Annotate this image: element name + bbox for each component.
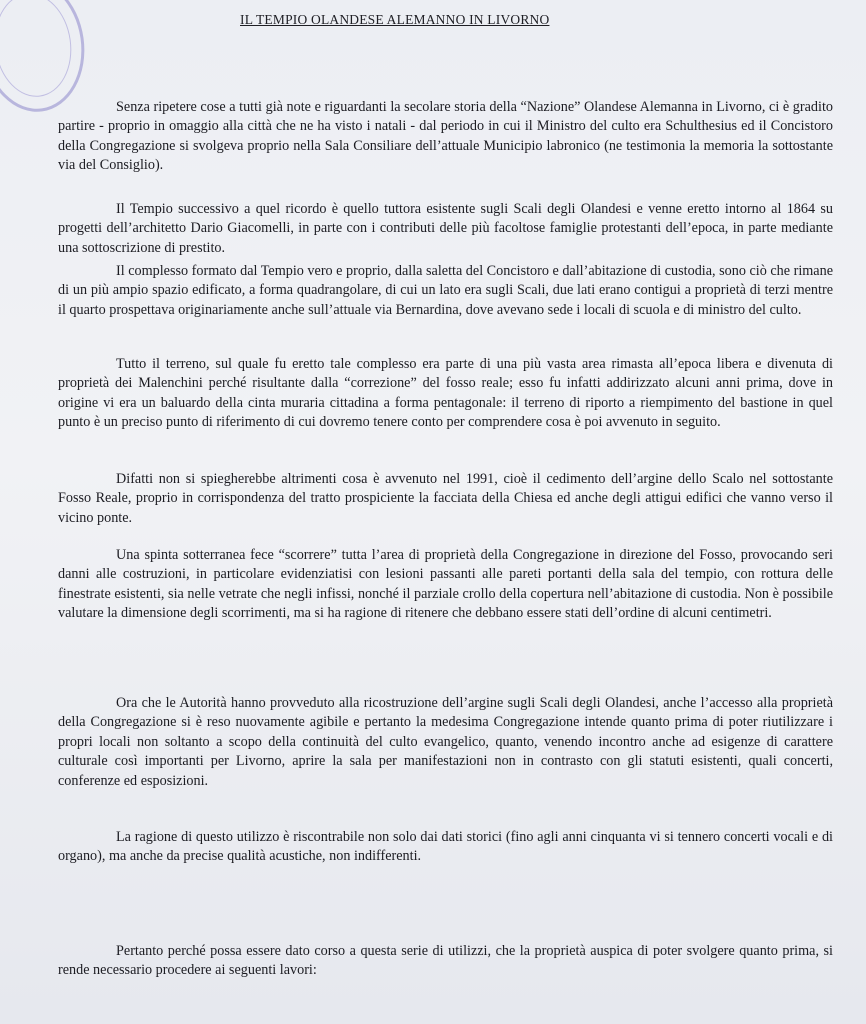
paragraph-ragione: La ragione di questo utilizzo è riscontrabile non solo dai dati storici (fino agli anni cinquanta vi si tennero concerti vocali e di organo), ma anche da precise qualità acustiche, non indifferenti. <box>58 829 833 865</box>
paragraph-complesso: Il complesso formato dal Tempio vero e proprio, dalla saletta del Concistoro e dall’abitazione di custodia, sono ciò che rimane di un più ampio spazio edificato, a forma quadrangolare, di cui un lato era sugli Scali, due lati erano contigui a proprietà di terzi mentre il quarto prospettava originariamente anche sull’attuale via Bernardina, dove avevano sede i locali di scuola e di ministro del culto. <box>58 263 833 318</box>
paragraph-tempio: Il Tempio successivo a quel ricordo è quello tuttora esistente sugli Scali degli Olandesi e venne eretto intorno al 1864 su progetti dell’architetto Dario Giacomelli, in parte con i contributi delle più facoltose famiglie protestanti dell’epoca, in parte mediante una sottoscrizione di prestito. <box>58 201 833 256</box>
document-title: IL TEMPIO OLANDESE ALEMANNO IN LIVORNO <box>240 12 550 27</box>
paragraph-autorita: Ora che le Autorità hanno provveduto alla ricostruzione dell’argine sugli Scali degli Olandesi, anche l’accesso alla proprietà della Congregazione si è reso nuovamente agibile e pertanto la medesima Congregazione intende quanto prima di poter riutilizzare i propri locali non soltanto a scopo della continuità del culto evangelico, quanto, venendo incontro anche ad esigenze di carattere culturale così importanti per Livorno, aprire la sala per manifestazioni non in contrasto con gli statuti esistenti, quali concerti, conferenze ed esposizioni. <box>58 695 833 789</box>
paragraph-lavori: Pertanto perché possa essere dato corso a questa serie di utilizzi, che la proprietà auspica di poter svolgere quanto prima, si rende necessario procedere ai seguenti lavori: <box>58 943 833 979</box>
paragraph-cedimento: Difatti non si spiegherebbe altrimenti cosa è avvenuto nel 1991, cioè il cedimento dell’argine dello Scalo nel sottostante Fosso Reale, proprio in corrispondenza del tratto prospiciente la facciata della Chiesa ed anche degli attigui edifici che vanno verso il vicino ponte. <box>58 471 833 526</box>
paragraph-spinta: Una spinta sotterranea fece “scorrere” tutta l’area di proprietà della Congregazione in direzione del Fosso, provocando seri danni alle costruzioni, in particolare evidenziatisi con lesioni passanti alle pareti portanti della sala del tempio, con rottura delle finestrate esistenti, sia nelle vetrate che negli infissi, nonché il parziale crollo della copertura nell’abitazione di custodia. Non è possibile valutare la dimensione degli scorrimenti, ma si ha ragione di ritenere che debbano essere stati dell’ordine di alcuni centimetri. <box>58 547 833 622</box>
paragraph-intro: Senza ripetere cose a tutti già note e riguardanti la secolare storia della “Nazione” Olandese Alemanna in Livorno, ci è gradito partire - proprio in omaggio alla città che ne ha visto i natali - dal periodo in cui il Ministro del culto era Schulthesius ed il Concistoro della Congregazione si svolgeva proprio nella Sala Consiliare dell’attuale Municipio labronico (ne testimonia la memoria la sottostante via del Consiglio). <box>58 99 833 174</box>
paragraph-terreno: Tutto il terreno, sul quale fu eretto tale complesso era parte di una più vasta area rimasta all’epoca libera e divenuta di proprietà dei Malenchini perché risultante dalla “correzione” del fosso reale; esso fu infatti addirizzato alcuni anni prima, dove in origine vi era un baluardo della cinta muraria cittadina a forma pentagonale: il terreno di riporto a riempimento del bastione in quel punto è un preciso punto di riferimento di cui dovremo tenere conto per comprendere cosa è poi avvenuto in seguito. <box>58 356 833 431</box>
